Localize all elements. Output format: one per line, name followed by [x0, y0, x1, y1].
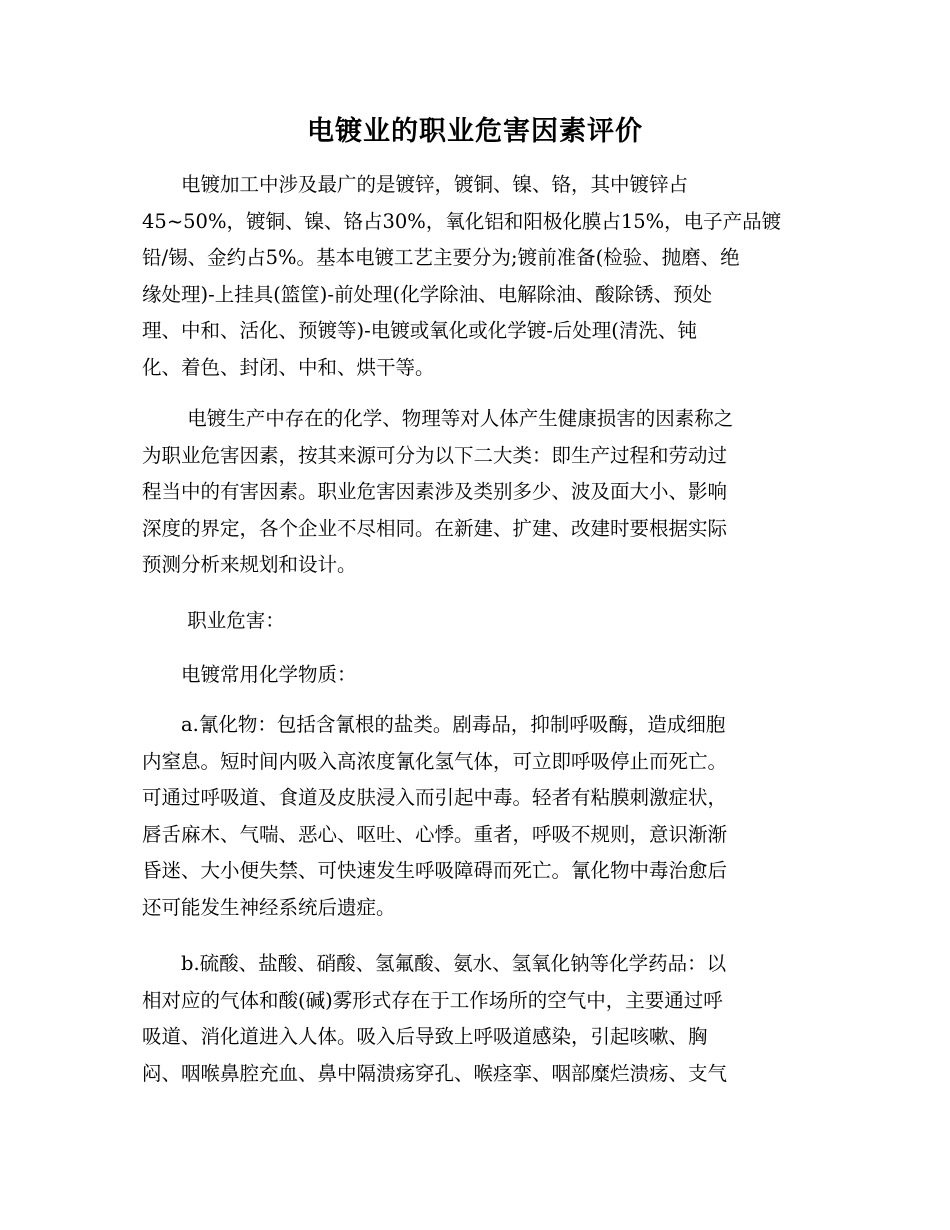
text-line: 内窒息。短时间内吸入高浓度氰化氢气体，可立即呼吸停止而死亡。: [142, 749, 728, 773]
text-line: 45~50%，镀铜、镍、铬占30%，氧化铝和阳极化膜占15%，电子产品镀: [142, 209, 782, 233]
text-line: 程当中的有害因素。职业危害因素涉及类别多少、波及面大小、影响: [142, 480, 728, 503]
text-line: 为职业危害因素，按其来源可分为以下二大类：即生产过程和劳动过: [142, 443, 728, 467]
text-line: 职业危害：: [142, 609, 285, 632]
text-line: 吸道、消化道进入人体。吸入后导致上呼吸道感染，引起咳嗽、胸: [142, 1025, 708, 1048]
text-line: b.硫酸、盐酸、硝酸、氢氟酸、氨水、氢氧化钠等化学药品：以: [142, 952, 727, 975]
text-line: 预测分析来规划和设计。: [142, 553, 357, 576]
text-line: a.氰化物：包括含氰根的盐类。剧毒品，抑制呼吸酶，造成细胞: [142, 713, 726, 736]
text-line: 铅/锡、金约占5%。基本电镀工艺主要分为;镀前准备(检验、抛磨、绝: [142, 246, 740, 269]
text-line: 闷、咽喉鼻腔充血、鼻中隔溃疡穿孔、喉痉挛、咽部糜烂溃疡、支气: [142, 1061, 728, 1085]
paragraph-acids: [142, 946, 812, 1092]
text-line: 相对应的气体和酸(碱)雾形式存在于工作场所的空气中，主要通过呼: [142, 988, 723, 1012]
paragraph-overview: [142, 167, 812, 386]
text-line: 缘处理)-上挂具(篮筐)-前处理(化学除油、电解除油、酸除锈、预处: [142, 282, 713, 306]
text-line: 电镀生产中存在的化学、物理等对人体产生健康损害的因素称之: [142, 407, 734, 430]
paragraph-hazard-definition: [142, 401, 812, 584]
text-line: 电镀加工中涉及最广的是镀锌，镀铜、镍、铬，其中镀锌占: [142, 173, 689, 196]
paragraph-heading-hazards: [142, 603, 812, 640]
paragraph-heading-chemicals: [142, 657, 812, 694]
text-line: 可通过呼吸道、食道及皮肤浸入而引起中毒。轻者有粘膜刺激症状，: [142, 786, 728, 809]
text-line: 还可能发生神经系统后遗症。: [142, 895, 396, 919]
text-line: 深度的界定，各个企业不尽相同。在新建、扩建、改建时要根据实际: [142, 516, 728, 540]
text-line: 昏迷、大小便失禁、可快速发生呼吸障碍而死亡。氰化物中毒治愈后: [142, 859, 728, 882]
text-line: 化、着色、封闭、中和、烘干等。: [142, 355, 435, 379]
text-line: 理、中和、活化、预镀等)-电镀或氧化或化学镀-后处理(清洗、钝: [142, 319, 697, 342]
text-line: 电镀常用化学物质：: [142, 663, 357, 686]
text-line: 唇舌麻木、气喘、恶心、呕吐、心悸。重者，呼吸不规则，意识渐渐: [142, 822, 728, 846]
document-title: 电镀业的职业危害因素评价: [307, 116, 643, 147]
paragraph-cyanide: [142, 707, 812, 926]
